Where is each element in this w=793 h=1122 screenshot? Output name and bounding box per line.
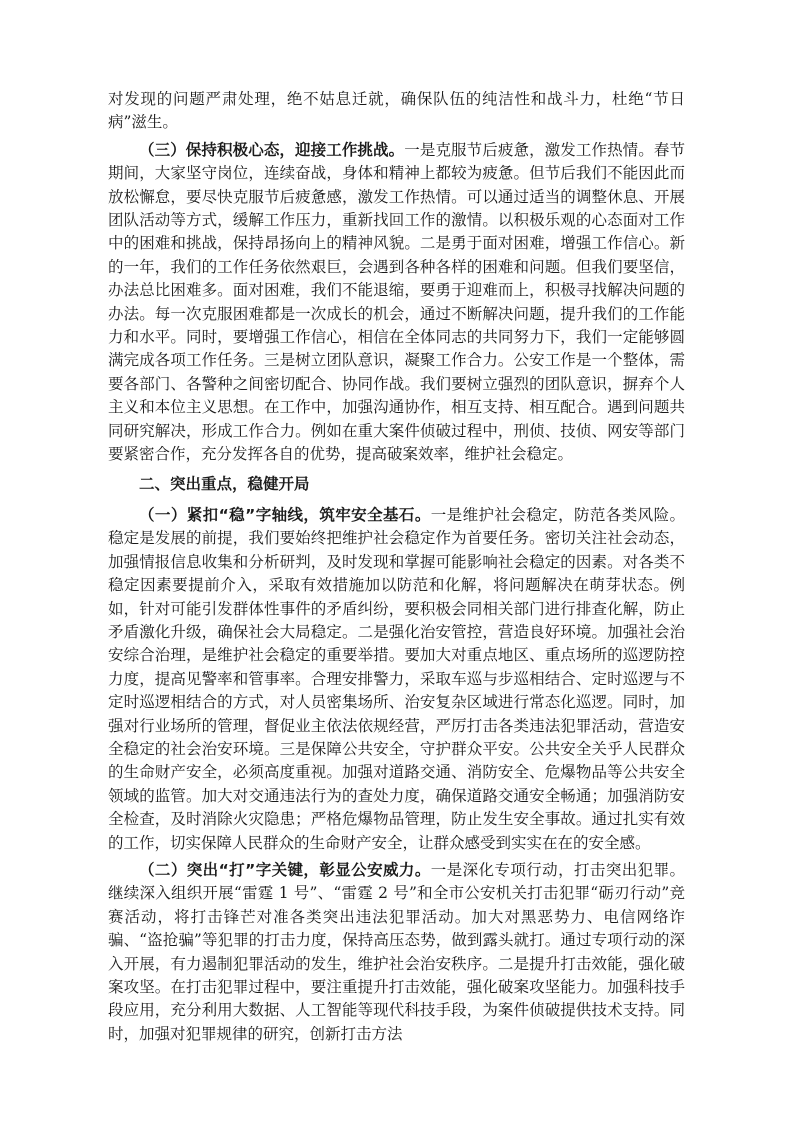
paragraph-body: 一是深化专项行动，打击突出犯罪。继续深入组织开展“雷霆 1 号”、“雷霆 2 号”和全市公安机关打击犯罪“砺刃行动”竞赛活动，将打击锋芒对准各类突出违法犯罪活动。加大对黑恶势力、电信网络诈骗、“盗抢骗”等犯罪的打击力度，保持高压态势，做到露头就打。通过专项行动的深入开展，有力遏制犯罪活动的发生，维护社会治安秩序。二是提升打击效能，强化破案攻坚。在打击犯罪过程中，要注重提升打击效能，强化破案攻坚能力。加强科技手段应用，充分利用大数据、人工智能等现代科技手段，为案件侦破提供技术支持。同时，加强对犯罪规律的研究，创新打击方法 — [108, 861, 685, 1043]
paragraph-title: （三）保持积极心态，迎接工作挑战。 — [139, 140, 405, 159]
paragraph-body: 一是维护社会稳定，防范各类风险。稳定是发展的前提，我们要始终把维护社会稳定作为首要任务。密切关注社会动态，加强情报信息收集和分析研判，及时发现和掌握可能影响社会稳定的因素。对各类不稳定因素要提前介入，采取有效措施加以防范和化解，将问题解决在萌芽状态。例如，针对可能引发群体性事件的矛盾纠纷，要积极会同相关部门进行排查化解，防止矛盾激化升级，确保社会大局稳定。二是强化治安管控，营造良好环境。加强社会治安综合治理，是维护社会稳定的重要举措。要加大对重点地区、重点场所的巡逻防控力度，提高见警率和管事率。合理安排警力，采取车巡与步巡相结合、定时巡逻与不定时巡逻相结合的方式，对人员密集场所、治安复杂区域进行常态化巡逻。同时，加强对行业场所的管理，督促业主依法依规经营，严厉打击各类违法犯罪活动，营造安全稳定的社会治安环境。三是保障公共安全，守护群众平安。公共安全关乎人民群众的生命财产安全，必须高度重视。加强对道路交通、消防安全、危爆物品等公共安全领域的监管。加大对交通违法行为的查处力度，确保道路交通安全畅通；加强消防安全检查，及时消除火灾隐患；严格危爆物品管理，防止发生安全事故。通过扎实有效的工作，切实保障人民群众的生命财产安全，让群众感受到实实在在的安全感。 — [108, 505, 685, 852]
paragraph-continued: 对发现的问题严肃处理，绝不姑息迁就，确保队伍的纯洁性和战斗力，杜绝“节日病”滋生。 — [108, 90, 685, 132]
paragraph-title: （一）紧扣“稳”字轴线，筑牢安全基石。 — [139, 505, 431, 524]
document-page — [108, 88, 685, 1050]
paragraph-section-2 — [108, 859, 685, 1046]
paragraph-section-1 — [108, 504, 685, 855]
paragraph-title: （二）突出“打”字关键，彰显公安威力。 — [139, 861, 431, 879]
paragraph-section-3 — [108, 139, 685, 467]
section-heading: 二、突出重点，稳健开局 — [139, 474, 310, 493]
paragraph-body: 一是克服节后疲惫，激发工作热情。春节期间，大家坚守岗位，连续奋战，身体和精神上都较为疲惫。但节后我们不能因此而放松懈怠，要尽快克服节后疲惫感，激发工作热情。可以通过适当的调整休息、开展团队活动等方式，缓解工作压力，重新找回工作的激情。以积极乐观的心态面对工作中的困难和挑战，保持昂扬向上的精神风貌。二是勇于面对困难，增强工作信心。新的一年，我们的工作任务依然艰巨，会遇到各种各样的困难和问题。但我们要坚信，办法总比困难多。面对困难，我们不能退缩，要勇于迎难而上，积极寻找解决问题的办法。每一次克服困难都是一次成长的机会，通过不断解决问题，提升我们的工作能力和水平。同时，要增强工作信心，相信在全体同志的共同努力下，我们一定能够圆满完成各项工作任务。三是树立团队意识，凝聚工作合力。公安工作是一个整体，需要各部门、各警种之间密切配合、协同作战。我们要树立强烈的团队意识，摒弃个人主义和本位主义思想。在工作中，加强沟通协作，相互支持、相互配合。遇到问题共同研究解决，形成工作合力。例如在重大案件侦破过程中，刑侦、技侦、网安等部门要紧密合作，充分发挥各自的优势，提高破案效率，维护社会稳定。 — [108, 140, 685, 464]
